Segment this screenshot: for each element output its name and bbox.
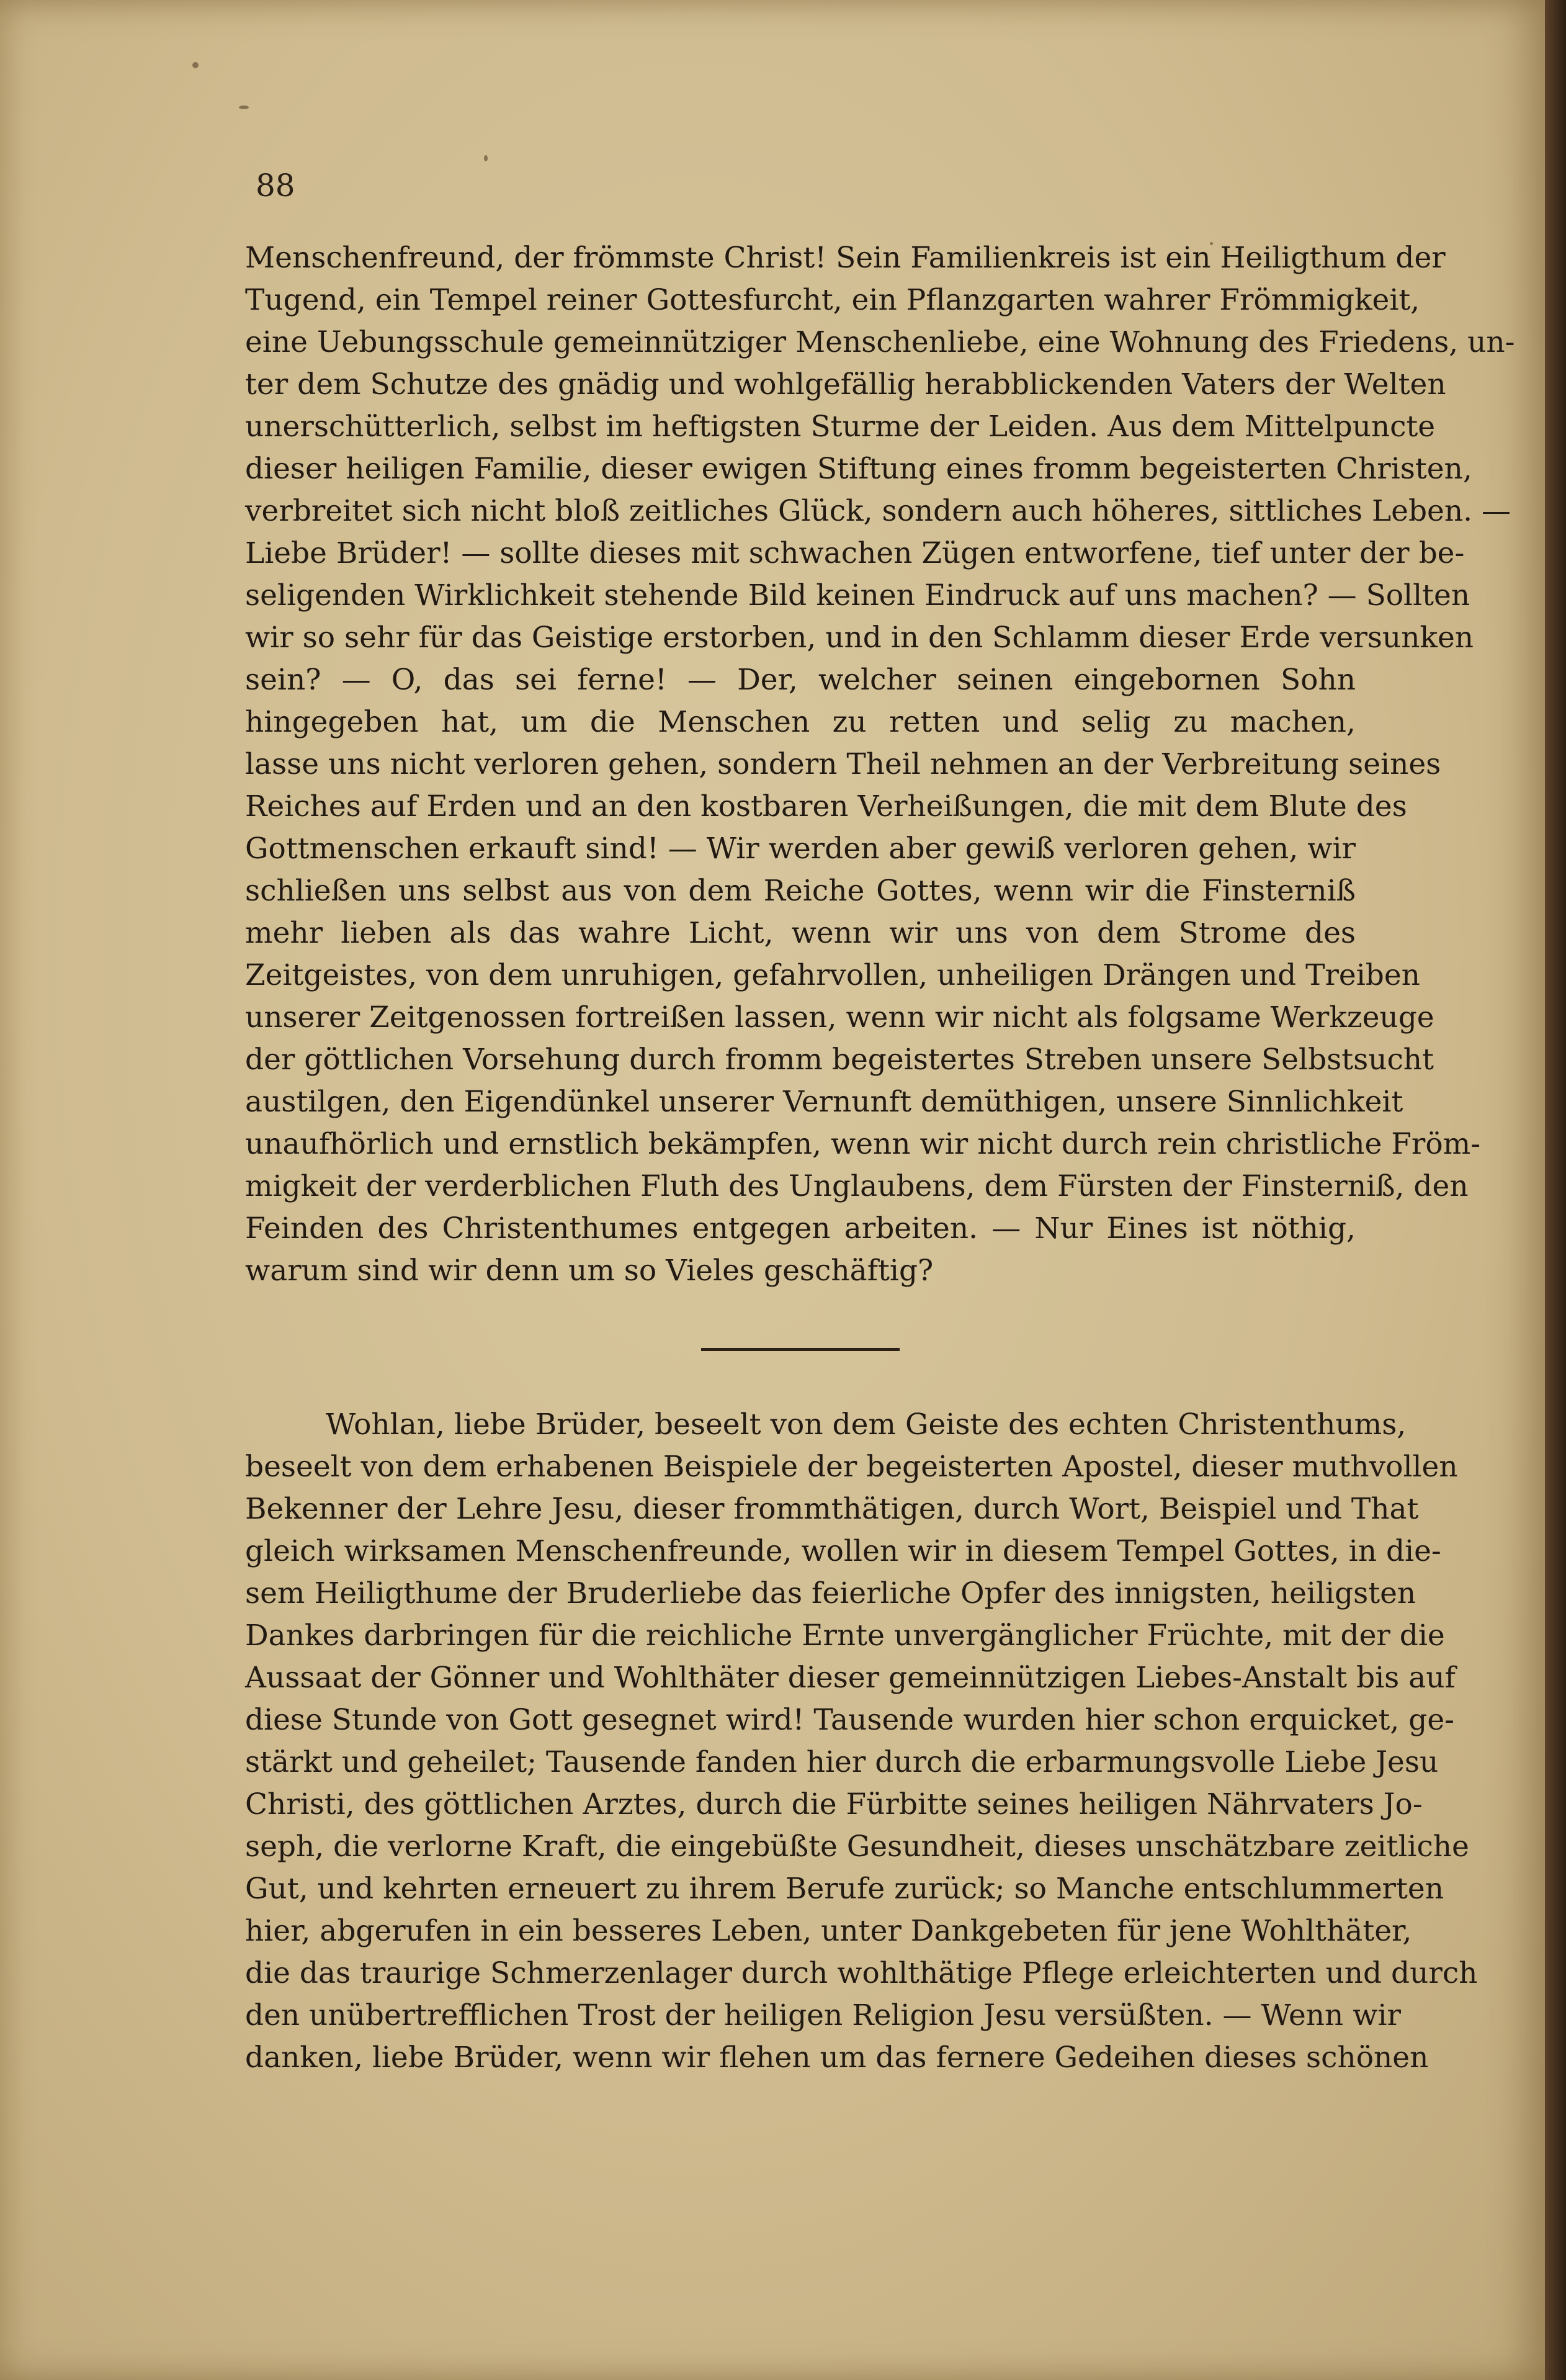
- text-line: gleich wirksamen Menschenfreunde, wollen wir in diesem Tempel Gottes, in die-: [245, 1534, 1441, 1568]
- text-line: Menschenfreund, der frömmste Christ! Sein Familienkreis ist ein Heiligthum der: [245, 241, 1446, 275]
- text-line: Reiches auf Erden und an den kostbaren Verheißungen, die mit dem Blute des: [245, 789, 1407, 824]
- text-line: Liebe Brüder! — sollte dieses mit schwachen Zügen entworfene, tief unter der be-: [245, 536, 1465, 570]
- text-line: Christi, des göttlichen Arztes, durch die Fürbitte seines heiligen Nährvaters Jo-: [245, 1787, 1423, 1821]
- text-line: unaufhörlich und ernstlich bekämpfen, wenn wir nicht durch rein christliche Fröm-: [245, 1127, 1481, 1161]
- text-line: seligenden Wirklichkeit stehende Bild keinen Eindruck auf uns machen? — Sollten: [245, 578, 1470, 613]
- text-line: dieser heiligen Familie, dieser ewigen Stiftung eines fromm begeisterten Christen,: [245, 452, 1472, 486]
- paragraph-2: [245, 1404, 1478, 2079]
- text-line: migkeit der verderblichen Fluth des Unglaubens, dem Fürsten der Finsterniß, den: [245, 1169, 1469, 1203]
- text-line: Bekenner der Lehre Jesu, dieser frommthätigen, durch Wort, Beispiel und That: [245, 1492, 1419, 1526]
- text-line: schließen uns selbst aus von dem Reiche Gottes, wenn wir die Finsterniß: [245, 874, 1356, 908]
- text-line: sem Heiligthume der Bruderliebe das feierliche Opfer des innigsten, heiligsten: [245, 1576, 1416, 1610]
- text-line: der göttlichen Vorsehung durch fromm begeistertes Streben unsere Selbstsucht: [245, 1043, 1434, 1077]
- text-line: seph, die verlorne Kraft, die eingebüßte Gesundheit, dieses unschätzbare zeitliche: [245, 1830, 1469, 1864]
- text-line: danken, liebe Brüder, wenn wir flehen um das fernere Gedeihen dieses schönen: [245, 2041, 1429, 2075]
- paper-stain: [192, 62, 199, 68]
- text-line: Dankes darbringen für die reichliche Ernte unvergänglicher Früchte, mit der die: [245, 1619, 1445, 1653]
- page-number: 88: [256, 168, 295, 204]
- text-line: wir so sehr für das Geistige erstorben, und in den Schlamm dieser Erde versunken: [245, 621, 1474, 655]
- text-line: Tugend, ein Tempel reiner Gottesfurcht, ein Pflanzgarten wahrer Frömmigkeit,: [245, 283, 1420, 317]
- paper-stain: [239, 106, 249, 109]
- text-line: diese Stunde von Gott gesegnet wird! Tausende wurden hier schon erquicket, ge-: [245, 1703, 1455, 1737]
- text-line: Gottmenschen erkauft sind! — Wir werden aber gewiß verloren gehen, wir: [245, 832, 1356, 866]
- text-line: Aussaat der Gönner und Wohlthäter dieser gemeinnützigen Liebes-Anstalt bis auf: [245, 1661, 1456, 1695]
- section-divider: [701, 1348, 900, 1351]
- text-line: den unübertrefflichen Trost der heiligen Religion Jesu versüßten. — Wenn wir: [245, 1998, 1401, 2032]
- paragraph-1: [245, 237, 1515, 1292]
- text-line: unserer Zeitgenossen fortreißen lassen, wenn wir nicht als folgsame Werkzeuge: [245, 1000, 1434, 1035]
- text-line: ter dem Schutze des gnädig und wohlgefällig herabblickenden Vaters der Welten: [245, 367, 1446, 402]
- text-line: die das traurige Schmerzenlager durch wohlthätige Pflege erleichterten und durch: [245, 1956, 1478, 1990]
- text-line: verbreitet sich nicht bloß zeitliches Glück, sondern auch höheres, sittliches Leben. —: [245, 494, 1511, 528]
- text-line: unerschütterlich, selbst im heftigsten Sturme der Leiden. Aus dem Mittelpuncte: [245, 410, 1436, 444]
- text-line: Feinden des Christenthumes entgegen arbeiten. — Nur Eines ist nöthig,: [245, 1211, 1356, 1246]
- text-line: eine Uebungsschule gemeinnütziger Menschenliebe, eine Wohnung des Friedens, un-: [245, 325, 1515, 359]
- text-line: hingegeben hat, um die Menschen zu retten und selig zu machen,: [245, 705, 1356, 739]
- text-line: Wohlan, liebe Brüder, beseelt von dem Geiste des echten Christenthums,: [326, 1408, 1407, 1442]
- text-line: beseelt von dem erhabenen Beispiele der begeisterten Apostel, dieser muthvollen: [245, 1450, 1458, 1484]
- text-line: lasse uns nicht verloren gehen, sondern Theil nehmen an der Verbreitung seines: [245, 747, 1441, 781]
- text-line: austilgen, den Eigendünkel unserer Vernunft demüthigen, unsere Sinnlichkeit: [245, 1085, 1403, 1119]
- book-edge: [1545, 0, 1566, 2380]
- text-line: Gut, und kehrten erneuert zu ihrem Berufe zurück; so Manche entschlummerten: [245, 1872, 1444, 1906]
- paper-stain: [484, 155, 488, 161]
- text-line: hier, abgerufen in ein besseres Leben, unter Dankgebeten für jene Wohlthäter,: [245, 1914, 1412, 1948]
- text-line: warum sind wir denn um so Vieles geschäftig?: [245, 1254, 934, 1288]
- text-line: Zeitgeistes, von dem unruhigen, gefahrvollen, unheiligen Drängen und Treiben: [245, 958, 1420, 992]
- text-line: sein? — O, das sei ferne! — Der, welcher seinen eingebornen Sohn: [245, 663, 1356, 697]
- text-line: stärkt und geheilet; Tausende fanden hier durch die erbarmungsvolle Liebe Jesu: [245, 1745, 1439, 1779]
- text-line: mehr lieben als das wahre Licht, wenn wir uns von dem Strome des: [245, 916, 1356, 950]
